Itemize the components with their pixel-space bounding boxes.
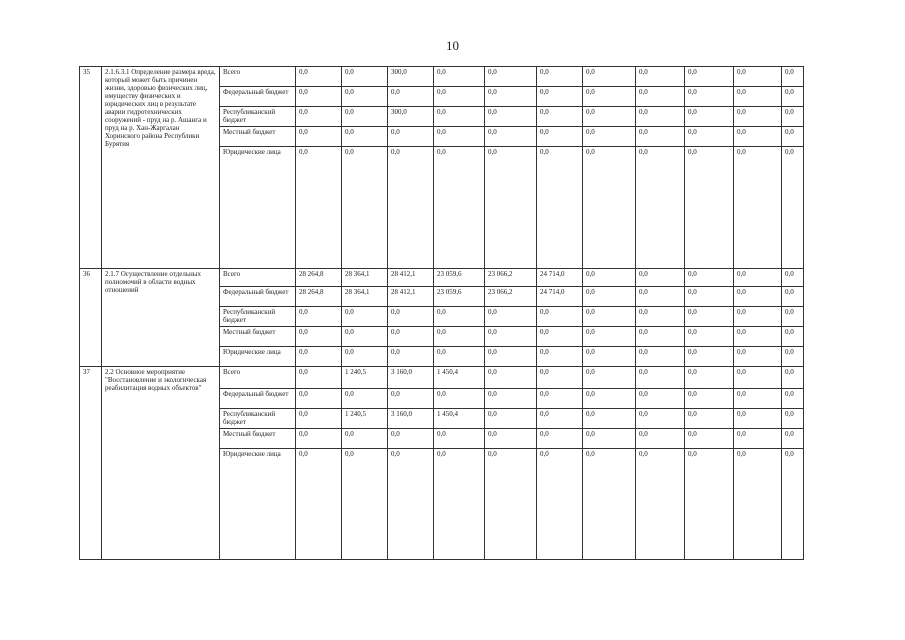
amount-cell: 0,0	[734, 67, 782, 87]
amount-cell: 0,0	[782, 327, 804, 347]
funding-source: Республиканский бюджет	[220, 107, 296, 127]
amount-cell: 0,0	[388, 307, 434, 327]
amount-cell: 0,0	[734, 367, 782, 389]
amount-cell: 0,0	[583, 147, 636, 269]
amount-cell: 0,0	[636, 449, 685, 560]
amount-cell: 0,0	[485, 107, 537, 127]
amount-cell: 3 160,0	[388, 409, 434, 429]
amount-cell: 0,0	[636, 269, 685, 287]
amount-cell: 0,0	[296, 327, 342, 347]
amount-cell: 0,0	[434, 327, 485, 347]
amount-cell: 1 240,5	[342, 409, 388, 429]
amount-cell: 0,0	[388, 147, 434, 269]
amount-cell: 0,0	[685, 127, 734, 147]
amount-cell: 0,0	[685, 367, 734, 389]
amount-cell: 0,0	[782, 287, 804, 307]
amount-cell: 0,0	[296, 409, 342, 429]
amount-cell: 0,0	[685, 429, 734, 449]
amount-cell: 0,0	[388, 87, 434, 107]
amount-cell: 0,0	[342, 327, 388, 347]
amount-cell: 0,0	[685, 107, 734, 127]
amount-cell: 0,0	[342, 389, 388, 409]
amount-cell: 0,0	[388, 127, 434, 147]
amount-cell: 0,0	[485, 429, 537, 449]
row-number: 35	[80, 67, 102, 269]
amount-cell: 28 364,1	[342, 269, 388, 287]
amount-cell: 0,0	[734, 327, 782, 347]
amount-cell: 0,0	[685, 287, 734, 307]
amount-cell: 0,0	[583, 127, 636, 147]
amount-cell: 0,0	[734, 87, 782, 107]
amount-cell: 0,0	[782, 127, 804, 147]
amount-cell: 0,0	[636, 327, 685, 347]
amount-cell: 0,0	[434, 307, 485, 327]
amount-cell: 0,0	[485, 67, 537, 87]
amount-cell: 0,0	[537, 327, 583, 347]
amount-cell: 0,0	[734, 127, 782, 147]
amount-cell: 0,0	[782, 367, 804, 389]
row-number: 37	[80, 367, 102, 560]
amount-cell: 0,0	[537, 127, 583, 147]
amount-cell: 1 450,4	[434, 409, 485, 429]
funding-source: Всего	[220, 269, 296, 287]
amount-cell: 0,0	[537, 347, 583, 367]
amount-cell: 1 240,5	[342, 367, 388, 389]
amount-cell: 0,0	[537, 307, 583, 327]
amount-cell: 0,0	[734, 449, 782, 560]
amount-cell: 0,0	[583, 429, 636, 449]
funding-source: Местный бюджет	[220, 327, 296, 347]
amount-cell: 0,0	[296, 107, 342, 127]
amount-cell: 0,0	[342, 147, 388, 269]
amount-cell: 0,0	[583, 409, 636, 429]
amount-cell: 0,0	[537, 67, 583, 87]
amount-cell: 0,0	[685, 449, 734, 560]
amount-cell: 0,0	[342, 449, 388, 560]
amount-cell: 0,0	[583, 367, 636, 389]
funding-source: Всего	[220, 67, 296, 87]
amount-cell: 0,0	[388, 347, 434, 367]
funding-source: Местный бюджет	[220, 127, 296, 147]
amount-cell: 0,0	[636, 87, 685, 107]
amount-cell: 23 059,6	[434, 269, 485, 287]
amount-cell: 0,0	[296, 127, 342, 147]
amount-cell: 0,0	[434, 67, 485, 87]
amount-cell: 0,0	[296, 147, 342, 269]
amount-cell: 0,0	[685, 87, 734, 107]
amount-cell: 0,0	[685, 67, 734, 87]
page-number: 10	[446, 38, 459, 53]
amount-cell: 0,0	[434, 347, 485, 367]
amount-cell: 0,0	[636, 147, 685, 269]
activity-name: 2.1.6.3.1 Определение размера вреда, который может быть причинен жизни, здоровью физических лиц, имуществу физических и юридических лиц в результате аварии гидротехнических сооружений - пруд на р. Ашанга и пруд на р. Хан-Жаргалан Хоринского района Республики Бурятия	[102, 67, 220, 269]
funding-source: Юридические лица	[220, 347, 296, 367]
amount-cell: 0,0	[296, 367, 342, 389]
amount-cell: 0,0	[485, 347, 537, 367]
amount-cell: 0,0	[734, 307, 782, 327]
funding-source: Всего	[220, 367, 296, 389]
amount-cell: 0,0	[537, 409, 583, 429]
amount-cell: 0,0	[734, 147, 782, 269]
amount-cell: 0,0	[583, 449, 636, 560]
amount-cell: 0,0	[485, 389, 537, 409]
amount-cell: 0,0	[782, 147, 804, 269]
amount-cell: 0,0	[583, 107, 636, 127]
amount-cell: 0,0	[782, 67, 804, 87]
amount-cell: 0,0	[296, 347, 342, 367]
amount-cell: 0,0	[388, 389, 434, 409]
amount-cell: 0,0	[583, 269, 636, 287]
budget-table	[79, 66, 804, 560]
funding-source: Федеральный бюджет	[220, 287, 296, 307]
amount-cell: 0,0	[296, 389, 342, 409]
amount-cell: 0,0	[636, 429, 685, 449]
amount-cell: 1 450,4	[434, 367, 485, 389]
amount-cell: 0,0	[734, 409, 782, 429]
funding-source: Республиканский бюджет	[220, 307, 296, 327]
amount-cell: 0,0	[296, 429, 342, 449]
amount-cell: 0,0	[296, 449, 342, 560]
amount-cell: 0,0	[537, 87, 583, 107]
amount-cell: 0,0	[685, 327, 734, 347]
amount-cell: 0,0	[485, 449, 537, 560]
amount-cell: 0,0	[685, 409, 734, 429]
amount-cell: 0,0	[782, 87, 804, 107]
amount-cell: 0,0	[583, 87, 636, 107]
amount-cell: 0,0	[583, 307, 636, 327]
funding-source: Республиканский бюджет	[220, 409, 296, 429]
amount-cell: 0,0	[782, 409, 804, 429]
amount-cell: 0,0	[342, 127, 388, 147]
amount-cell: 0,0	[583, 389, 636, 409]
amount-cell: 0,0	[734, 107, 782, 127]
amount-cell: 0,0	[734, 347, 782, 367]
amount-cell: 0,0	[685, 389, 734, 409]
amount-cell: 28 264,8	[296, 269, 342, 287]
table-row	[80, 67, 804, 87]
amount-cell: 0,0	[434, 449, 485, 560]
funding-source: Юридические лица	[220, 147, 296, 269]
amount-cell: 24 714,0	[537, 287, 583, 307]
amount-cell: 0,0	[485, 147, 537, 269]
amount-cell: 0,0	[342, 429, 388, 449]
amount-cell: 23 066,2	[485, 269, 537, 287]
amount-cell: 0,0	[782, 429, 804, 449]
amount-cell: 0,0	[434, 429, 485, 449]
amount-cell: 23 066,2	[485, 287, 537, 307]
amount-cell: 0,0	[537, 429, 583, 449]
amount-cell: 0,0	[296, 67, 342, 87]
funding-source: Федеральный бюджет	[220, 389, 296, 409]
amount-cell: 0,0	[685, 269, 734, 287]
amount-cell: 0,0	[636, 67, 685, 87]
amount-cell: 0,0	[636, 389, 685, 409]
amount-cell: 0,0	[636, 107, 685, 127]
amount-cell: 0,0	[434, 389, 485, 409]
funding-source: Юридические лица	[220, 449, 296, 560]
amount-cell: 0,0	[734, 389, 782, 409]
table-row	[80, 367, 804, 389]
amount-cell: 0,0	[342, 307, 388, 327]
amount-cell: 0,0	[537, 367, 583, 389]
amount-cell: 0,0	[485, 87, 537, 107]
amount-cell: 0,0	[636, 287, 685, 307]
amount-cell: 28 412,1	[388, 287, 434, 307]
amount-cell: 28 364,1	[342, 287, 388, 307]
amount-cell: 0,0	[537, 147, 583, 269]
amount-cell: 0,0	[537, 107, 583, 127]
amount-cell: 0,0	[685, 147, 734, 269]
amount-cell: 0,0	[434, 147, 485, 269]
amount-cell: 0,0	[342, 347, 388, 367]
amount-cell: 0,0	[636, 367, 685, 389]
amount-cell: 0,0	[485, 367, 537, 389]
amount-cell: 0,0	[342, 107, 388, 127]
amount-cell: 0,0	[583, 327, 636, 347]
amount-cell: 24 714,0	[537, 269, 583, 287]
amount-cell: 0,0	[342, 87, 388, 107]
amount-cell: 0,0	[685, 347, 734, 367]
amount-cell: 0,0	[583, 67, 636, 87]
amount-cell: 28 412,1	[388, 269, 434, 287]
amount-cell: 0,0	[636, 127, 685, 147]
amount-cell: 0,0	[636, 307, 685, 327]
amount-cell: 0,0	[782, 449, 804, 560]
amount-cell: 0,0	[636, 409, 685, 429]
amount-cell: 0,0	[782, 389, 804, 409]
amount-cell: 0,0	[296, 87, 342, 107]
amount-cell: 0,0	[734, 269, 782, 287]
table-row	[80, 269, 804, 287]
amount-cell: 0,0	[388, 327, 434, 347]
amount-cell: 0,0	[388, 449, 434, 560]
amount-cell: 3 160,0	[388, 367, 434, 389]
amount-cell: 0,0	[583, 287, 636, 307]
amount-cell: 0,0	[782, 347, 804, 367]
activity-name: 2.1.7 Осуществление отдельных полномочий в области водных отношений	[102, 269, 220, 367]
amount-cell: 0,0	[734, 287, 782, 307]
amount-cell: 0,0	[782, 107, 804, 127]
amount-cell: 0,0	[296, 307, 342, 327]
amount-cell: 0,0	[434, 87, 485, 107]
amount-cell: 0,0	[485, 127, 537, 147]
amount-cell: 23 059,6	[434, 287, 485, 307]
amount-cell: 0,0	[342, 67, 388, 87]
amount-cell: 0,0	[485, 327, 537, 347]
amount-cell: 0,0	[434, 127, 485, 147]
amount-cell: 0,0	[782, 307, 804, 327]
amount-cell: 300,0	[388, 67, 434, 87]
amount-cell: 0,0	[434, 107, 485, 127]
amount-cell: 0,0	[782, 269, 804, 287]
amount-cell: 0,0	[537, 389, 583, 409]
amount-cell: 300,0	[388, 107, 434, 127]
amount-cell: 0,0	[734, 429, 782, 449]
amount-cell: 0,0	[583, 347, 636, 367]
funding-source: Федеральный бюджет	[220, 87, 296, 107]
amount-cell: 28 264,8	[296, 287, 342, 307]
amount-cell: 0,0	[485, 307, 537, 327]
amount-cell: 0,0	[636, 347, 685, 367]
amount-cell: 0,0	[537, 449, 583, 560]
amount-cell: 0,0	[388, 429, 434, 449]
funding-source: Местный бюджет	[220, 429, 296, 449]
row-number: 36	[80, 269, 102, 367]
activity-name: 2.2 Основное мероприятие "Восстановление и экологическая реабилитация водных объектов"	[102, 367, 220, 560]
amount-cell: 0,0	[485, 409, 537, 429]
amount-cell: 0,0	[685, 307, 734, 327]
